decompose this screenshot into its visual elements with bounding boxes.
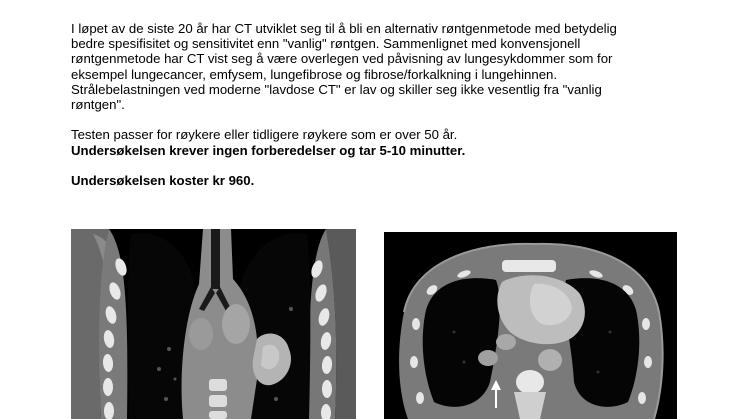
coronal-ct-scan-image [71,229,356,419]
intro-line: Strålebelastningen ved moderne "lavdose CT" er lav og skiller seg ikke vesentlig fra "vanlig [71,81,602,97]
price-note: Undersøkelsen koster kr 960. [71,173,255,188]
body-text [71,21,711,188]
intro-line: I løpet av de siste 20 år har CT utviklet seg til å bli en alternativ røntgenmetode med betydelig [71,21,617,36]
cut-off-top-text [70,0,670,6]
eligibility-line: Testen passer for røykere eller tidligere røykere som er over 50 år. [71,127,458,143]
axial-ct-scan-image [384,232,677,419]
intro-line: røntgenmetode har CT vist seg å være overlegen ved påvisning av lungesykdommer som for [71,51,613,67]
intro-line: eksempel lungecancer, emfysem, lungefibrose og fibrose/forkalkning i lungehinnen. [71,66,558,82]
preparation-note: Undersøkelsen krever ingen forberedelser og tar 5-10 minutter. [71,142,466,158]
intro-line: bedre spesifisitet og sensitivitet enn "vanlig" røntgen. Sammenlignet med konvensjonell [71,36,581,52]
intro-line: røntgen". [71,97,125,113]
